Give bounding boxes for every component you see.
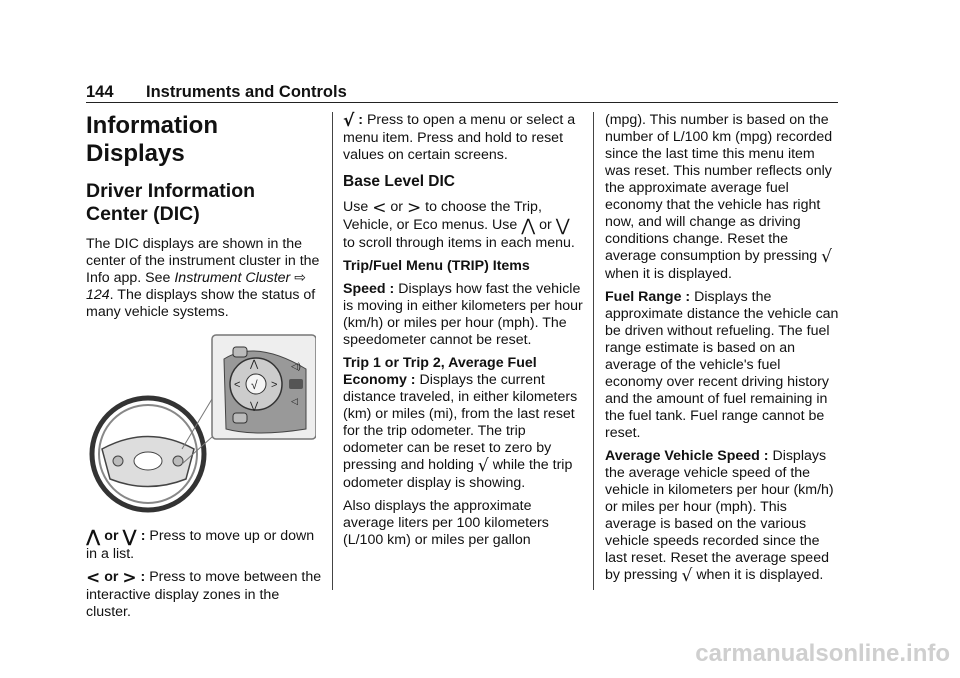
page-number: 144 bbox=[86, 83, 114, 101]
svg-text:◁): ◁) bbox=[291, 361, 301, 371]
ref-arrow-icon: ⇨ bbox=[294, 270, 307, 286]
column-divider-2 bbox=[593, 112, 594, 590]
page-header bbox=[86, 83, 838, 103]
instrument-cluster-link[interactable]: Instrument Cluster bbox=[174, 270, 291, 286]
svg-text:◁: ◁ bbox=[291, 396, 298, 406]
dic-intro: The DIC displays are shown in the center of the instrument cluster in the Info app. See Instrument Cluster ⇨ 124. The displays show the status of many vehicle systems. bbox=[86, 236, 320, 320]
watermark: carmanualsonline.info bbox=[695, 640, 950, 667]
average-speed-item: Average Vehicle Speed : Displays the average vehicle speed of the vehicle in kilometers per hour (km/h) or miles per hour (mph). This average is based on the various vehicle speeds recorded since the last reset. Reset the average speed by pressing √ when it is displayed. bbox=[605, 448, 834, 586]
column-divider-1 bbox=[332, 112, 333, 590]
left-arrow-icon: < bbox=[86, 568, 101, 588]
check-icon: √ bbox=[821, 247, 832, 267]
fuel-economy-continued: (mpg). This number is based on the number of L/100 km (mpg) recorded since the last time this menu item was reset. This number reflects only the approximate average fuel economy that the vehicle has right now, and will change as driving conditions change. Reset the average consumption by pressing √ when it is displayed. bbox=[605, 112, 833, 282]
column-3 bbox=[605, 112, 841, 591]
column-2 bbox=[343, 112, 583, 555]
section-title: Instruments and Controls bbox=[146, 83, 347, 101]
down-arrow-icon: ⋁ bbox=[122, 527, 137, 547]
left-right-description: < or > : Press to move between the interactive display zones in the cluster. bbox=[86, 568, 322, 620]
page-reference[interactable]: 124 bbox=[86, 287, 110, 303]
svg-text:⋀: ⋀ bbox=[250, 359, 259, 370]
up-arrow-icon: ⋀ bbox=[521, 216, 536, 236]
heading-information-displays: Information Displays bbox=[86, 112, 218, 167]
up-down-description: ⋀ or ⋁ : Press to move up or down in a list. bbox=[86, 527, 315, 562]
fuel-range-item: Fuel Range : Displays the approximate distance the vehicle can be driven without refueling. The fuel range estimate is based on an average of the vehicle's fuel economy over recent driving history and the amount of fuel remaining in the fuel tank. Fuel range cannot be reset. bbox=[605, 289, 839, 441]
heading-dic: Driver Information Center (DIC) bbox=[86, 180, 256, 225]
right-arrow-icon: > bbox=[406, 198, 422, 218]
also-displays-text: Also displays the approximate average liters per 100 kilometers (L/100 km) or miles per gallon bbox=[343, 498, 549, 548]
select-description: √ : Press to open a menu or select a menu item. Press and hold to reset values on certain screens. bbox=[343, 111, 576, 163]
trip-menu-heading: Trip/Fuel Menu (TRIP) Items bbox=[343, 258, 530, 274]
header-rule bbox=[86, 102, 838, 103]
down-arrow-icon: ⋁ bbox=[555, 216, 570, 236]
check-icon: √ bbox=[477, 456, 489, 476]
trip-item: Trip 1 or Trip 2, Average Fuel Economy : Displays the current distance traveled, in either kilometers (km) or miles (mi), from the last reset for the trip odometer. The trip odometer can be reset to zero by pressing and holding √ while the trip odometer display is showing. bbox=[343, 355, 578, 491]
right-arrow-icon: > bbox=[122, 568, 137, 588]
svg-text:>: > bbox=[271, 379, 278, 391]
check-icon: √ bbox=[343, 111, 355, 131]
svg-text:√: √ bbox=[251, 378, 258, 392]
base-level-description: Use < or > to choose the Trip, Vehicle, or Eco menus. Use ⋀ or ⋁ to scroll through items in each menu. bbox=[343, 198, 575, 251]
svg-text:⋁: ⋁ bbox=[250, 401, 259, 412]
steering-wheel-illustration bbox=[86, 329, 316, 514]
check-icon: √ bbox=[681, 566, 693, 586]
column-1 bbox=[86, 112, 322, 627]
heading-base-level-dic: Base Level DIC bbox=[343, 173, 455, 190]
speed-item: Speed : Displays how fast the vehicle is moving in either kilometers per hour (km/h) or miles per hour (mph). The speedometer cannot be reset. bbox=[343, 281, 583, 348]
svg-text:<: < bbox=[234, 379, 241, 391]
left-arrow-icon: < bbox=[372, 198, 387, 218]
up-arrow-icon: ⋀ bbox=[86, 527, 101, 547]
